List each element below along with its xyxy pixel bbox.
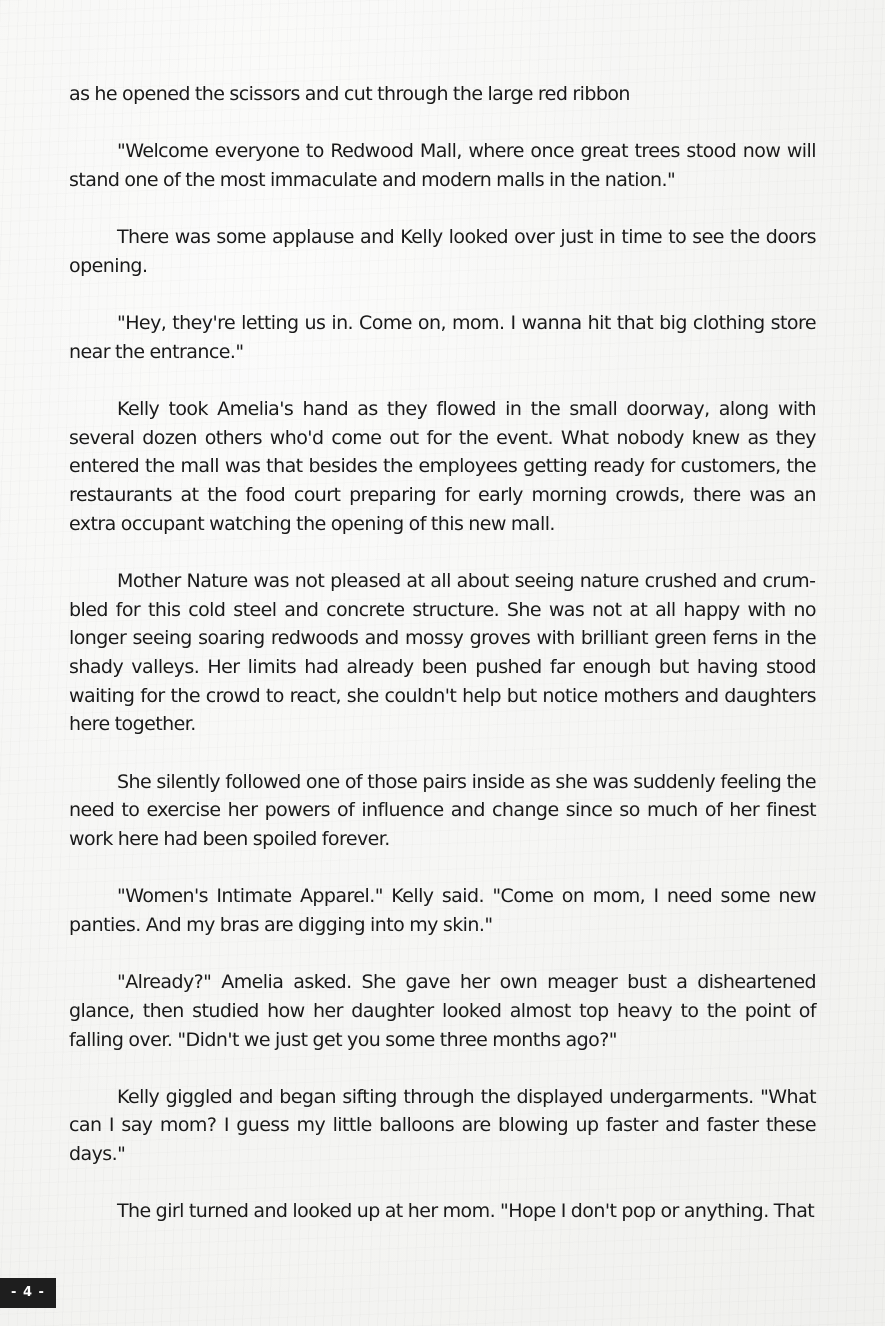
paragraph: There was some applause and Kelly looked over just in time to see the doors opening. [69, 226, 816, 277]
paragraph: "Women's Intimate Apparel." Kelly said. "Come on mom, I need some new panties. And my bras are digging into my skin." [69, 885, 816, 936]
paragraph: "Hey, they're letting us in. Come on, mom. I wanna hit that big clothing store near the entrance." [69, 312, 816, 363]
paragraph-continuation: as he opened the scissors and cut through the large red ribbon [69, 83, 630, 105]
paragraph: She silently followed one of those pairs inside as she was suddenly feeling the need to exercise her powers of influence and change since so much of her finest work here had been spoiled forever. [69, 770, 816, 851]
paragraph: "Welcome everyone to Redwood Mall, where once great trees stood now will stand one of the most immaculate and modern malls in the nation." [69, 140, 816, 191]
paragraph: Kelly giggled and began sifting through the displayed undergarments. "What can I say mom? I guess my little balloons are blowing up faster and faster these days." [69, 1085, 816, 1166]
page-number-badge: - 4 - [0, 1278, 56, 1308]
paragraph-last: The girl turned and looked up at her mom. "Hope I don't pop or anything. That [117, 1200, 815, 1223]
paragraph: Kelly took Amelia's hand as they flowed in the small doorway, along with several dozen others who'd come out for the event. What nobody knew as they entered the mall was that besides the employees getting ready for customers, the restaurants at the food court preparing for early morning crowds, there was an extra occupant watching the opening of this new mall. [69, 397, 816, 535]
paragraph: Mother Nature was not pleased at all about seeing nature crushed and crumbled for this cold steel and concrete structure. She was not at all happy with no longer seeing soaring redwoods and mossy groves with brilliant green ferns in the shady valleys. Her limits had already been pushed far enough but having stood waiting for the crowd to react, she couldn't help but notice mothers and daughters here together. [69, 569, 816, 736]
page-body [69, 80, 816, 1255]
paragraph: "Already?" Amelia asked. She gave her own meager bust a disheartened glance, then studied how her daughter looked almost top heavy to the point of falling over. "Didn't we just get you some three months ago?" [69, 971, 816, 1051]
